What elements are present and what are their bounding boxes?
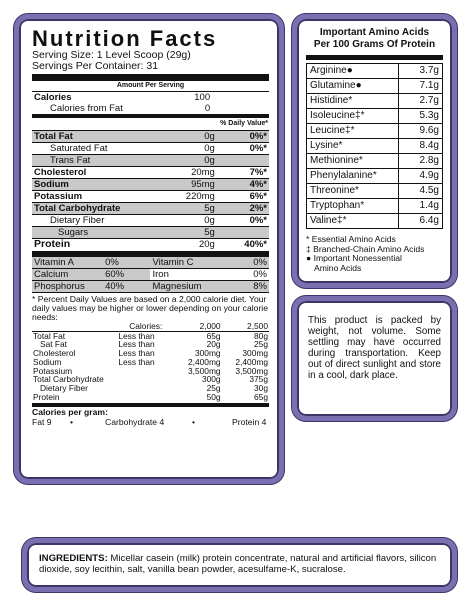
calories-from-fat-label: Calories from Fat xyxy=(50,103,123,114)
amino-row xyxy=(307,139,443,154)
nutrient-amount: 220mg xyxy=(174,191,217,203)
nutrient-amount: 95mg xyxy=(174,179,217,191)
vitamin-value: 0% xyxy=(103,257,150,269)
calories-label: Calories xyxy=(34,92,72,103)
dv-footnote: * Percent Daily Values are based on a 2,000 calorie diet. Your daily values may be higher or lower depending on your calorie needs: xyxy=(32,294,268,322)
nutrient-dv: 2%* xyxy=(217,203,269,215)
nutrient-row xyxy=(32,143,269,155)
divider-thick xyxy=(32,74,269,81)
amino-row xyxy=(307,199,443,214)
dv-ref-cell: Less than xyxy=(118,348,155,359)
amino-name: Arginine● xyxy=(307,64,399,79)
vitamin-row xyxy=(32,269,269,281)
amino-title-line1: Important Amino Acids xyxy=(319,27,430,38)
nutrient-row xyxy=(32,215,269,227)
ingredients-text-block xyxy=(39,553,440,575)
dv-ref-cell: 30g xyxy=(254,382,268,393)
amino-row xyxy=(307,94,443,109)
vitamin-value: 0% xyxy=(226,257,269,269)
nutrient-row xyxy=(32,131,269,143)
dv-ref-cell: 2,500 xyxy=(247,321,268,331)
amino-value: 4.5g xyxy=(399,184,443,199)
legend-nonessential: ● Important Nonessential xyxy=(306,253,402,263)
amino-row xyxy=(307,64,443,79)
dv-ref-cell: 300mg xyxy=(242,348,268,359)
vitamin-label: Calcium xyxy=(32,269,103,281)
dv-ref-cell: Less than xyxy=(118,356,155,367)
dv-ref-cell: Sodium xyxy=(33,356,62,367)
dv-ref-cell: 25g xyxy=(206,382,221,393)
dv-reference-table xyxy=(32,322,269,401)
nutrient-row xyxy=(32,191,269,203)
dv-ref-cell: Calories: xyxy=(129,321,163,331)
cal-per-gram-carbohydrate: Carbohydrate 4 xyxy=(105,417,165,428)
nutrient-dv xyxy=(217,227,269,239)
amino-value: 3.7g xyxy=(399,64,443,79)
vitamin-table xyxy=(32,257,269,293)
dv-ref-cell: Less than xyxy=(118,339,155,350)
nutrient-amount: 0g xyxy=(174,215,217,227)
dv-reference-row xyxy=(32,393,269,402)
legend-nonessential-cont: Amino Acids xyxy=(314,262,362,273)
dv-header-table xyxy=(32,118,269,130)
amino-name: Tryptophan* xyxy=(307,199,399,214)
dv-ref-cell: 3,500mg xyxy=(187,365,221,376)
dv-ref-cell: 80g xyxy=(254,330,268,341)
dv-ref-cell: 65g xyxy=(206,330,221,341)
dv-ref-cell xyxy=(117,367,174,376)
nutrient-label: Potassium xyxy=(32,191,174,203)
cal-per-gram-fat: Fat 9 xyxy=(32,417,52,428)
serving-size: Serving Size: 1 Level Scoop (29g) xyxy=(32,49,191,61)
amino-name: Lysine* xyxy=(307,139,399,154)
nutrient-row xyxy=(32,179,269,191)
amino-name: Leucine‡* xyxy=(307,124,399,139)
nutrient-dv xyxy=(217,155,269,167)
nutrient-dv: 6%* xyxy=(217,191,269,203)
bullet-separator: • xyxy=(192,417,196,428)
amino-acids-panel xyxy=(292,14,457,288)
dv-ref-cell xyxy=(117,393,174,402)
amino-value: 2.7g xyxy=(399,94,443,109)
amino-table xyxy=(306,63,443,229)
vitamin-label: Magnesium xyxy=(150,281,226,293)
amino-value: 1.4g xyxy=(399,199,443,214)
calories-from-fat-value: 0 xyxy=(204,103,211,114)
amino-title-line2: Per 100 Grams Of Protein xyxy=(313,39,436,50)
vitamin-label: Vitamin A xyxy=(32,257,103,269)
calories-per-gram-row xyxy=(32,417,269,427)
nutrient-amount: 20g xyxy=(198,239,215,250)
amino-row xyxy=(307,169,443,184)
dv-ref-cell: 2,400mg xyxy=(235,356,268,367)
vitamin-value: 60% xyxy=(103,269,150,281)
dv-ref-cell: 50g xyxy=(206,391,221,402)
amino-value: 2.8g xyxy=(399,154,443,169)
nutrition-facts-title: Nutrition Facts xyxy=(32,26,218,51)
nutrient-row xyxy=(32,167,269,179)
nutrient-row xyxy=(32,203,269,215)
amino-value: 5.3g xyxy=(399,109,443,124)
amino-row xyxy=(307,79,443,94)
nutrient-dv: 7%* xyxy=(217,167,269,179)
dv-ref-cell: 20g xyxy=(206,339,221,350)
amount-per-serving: Amount Per Serving xyxy=(116,82,185,89)
dv-ref-cell: Cholesterol xyxy=(33,348,76,359)
storage-note-text: This product is packed by weight, not volume. Some settling may have occurred during transportation. Keep out of direct sunlight and store in a cool, dark place. xyxy=(308,315,441,381)
vitamin-label: Vitamin C xyxy=(150,257,226,269)
dv-ref-cell: Potassium xyxy=(33,365,73,376)
amino-name: Phenylalanine* xyxy=(307,169,399,184)
dv-ref-cell xyxy=(32,322,117,331)
amino-name: Valine‡* xyxy=(307,214,399,229)
dv-ref-cell: Total Carbohydrate xyxy=(33,374,104,385)
cal-per-gram-protein: Protein 4 xyxy=(232,417,267,428)
dv-reference-row xyxy=(32,384,269,393)
vitamin-label: Iron xyxy=(150,269,226,281)
amino-legend xyxy=(306,235,443,273)
nutrient-label: Sodium xyxy=(32,179,174,191)
nutrient-amount: 0g xyxy=(174,131,217,143)
nutrient-row xyxy=(32,239,269,251)
nutrient-label: Sugars xyxy=(32,227,174,239)
dv-ref-cell: Total Fat xyxy=(33,330,66,341)
daily-value-header: % Daily Value* xyxy=(220,120,268,127)
ingredients-list: Micellar casein (milk) protein concentrate, natural and artificial flavors, silicon dioxide, soy lecithin, salt, vanilla bean powder, acesulfame-K, sucralose. xyxy=(39,553,437,575)
dv-ref-cell xyxy=(117,375,174,384)
dv-ref-cell: 2,400mg xyxy=(187,356,221,367)
dv-ref-cell: Sat Fat xyxy=(40,339,67,350)
vitamin-value: 8% xyxy=(226,281,269,293)
servings-per-container: Servings Per Container: 31 xyxy=(32,60,159,72)
divider-thick xyxy=(306,55,443,60)
dv-ref-cell: Dietary Fiber xyxy=(40,382,88,393)
amino-name: Histidine* xyxy=(307,94,399,109)
amino-name: Glutamine● xyxy=(307,79,399,94)
vitamin-value: 0% xyxy=(226,269,269,281)
calories-per-gram-label: Calories per gram: xyxy=(32,407,108,418)
dv-ref-cell: 300g xyxy=(201,374,221,385)
amino-name: Isoleucine‡* xyxy=(307,109,399,124)
nutrient-table xyxy=(32,131,269,250)
nutrient-dv: 0%* xyxy=(217,215,269,227)
amino-row xyxy=(307,184,443,199)
vitamin-row xyxy=(32,281,269,293)
amino-value: 6.4g xyxy=(399,214,443,229)
nutrient-row xyxy=(32,155,269,167)
nutrient-dv: 4%* xyxy=(217,179,269,191)
dv-ref-cell: 375g xyxy=(249,374,268,385)
nutrient-label: Cholesterol xyxy=(32,167,174,179)
dv-ref-cell: 65g xyxy=(254,391,268,402)
nutrient-dv: 0%* xyxy=(217,143,269,155)
nutrient-label: Total Fat xyxy=(32,131,174,143)
ingredients-panel xyxy=(22,538,457,592)
vitamin-value: 40% xyxy=(103,281,150,293)
nutrient-dv: 40%* xyxy=(244,239,267,250)
amino-value: 8.4g xyxy=(399,139,443,154)
amino-name: Methionine* xyxy=(307,154,399,169)
dv-ref-cell: 2,000 xyxy=(199,321,221,331)
nutrient-label: Total Carbohydrate xyxy=(32,203,174,215)
bullet-separator: • xyxy=(70,417,74,428)
vitamin-label: Phosphorus xyxy=(32,281,103,293)
nutrient-label: Protein xyxy=(34,238,71,250)
nutrition-facts-panel xyxy=(14,14,284,484)
amino-row xyxy=(307,109,443,124)
ingredients-label: INGREDIENTS: xyxy=(39,553,108,564)
dv-ref-cell: 300mg xyxy=(194,348,221,359)
dv-ref-cell: Protein xyxy=(33,391,60,402)
nutrient-dv: 0%* xyxy=(217,131,269,143)
nutrient-label: Trans Fat xyxy=(32,155,174,167)
calories-table xyxy=(32,92,269,114)
nutrient-amount: 5g xyxy=(174,227,217,239)
legend-branched-chain: ‡ Branched-Chain Amino Acids xyxy=(306,243,425,254)
storage-note-panel xyxy=(292,296,457,421)
amino-row xyxy=(307,154,443,169)
nutrient-amount: 5g xyxy=(174,203,217,215)
amino-value: 7.1g xyxy=(399,79,443,94)
vitamin-row xyxy=(32,257,269,269)
amino-name: Threonine* xyxy=(307,184,399,199)
amino-row xyxy=(307,124,443,139)
amino-value: 9.6g xyxy=(399,124,443,139)
nutrient-label: Saturated Fat xyxy=(32,143,174,155)
calories-value: 100 xyxy=(194,92,211,103)
legend-essential: * Essential Amino Acids xyxy=(306,234,396,244)
nutrient-amount: 20mg xyxy=(174,167,217,179)
amino-row xyxy=(307,214,443,229)
dv-ref-cell xyxy=(117,384,174,393)
amino-value: 4.9g xyxy=(399,169,443,184)
nutrient-row xyxy=(32,227,269,239)
dv-reference-header xyxy=(32,322,269,331)
dv-ref-cell: 3,500mg xyxy=(235,365,268,376)
dv-ref-cell: 25g xyxy=(254,339,268,350)
dv-ref-cell: Less than xyxy=(118,330,155,341)
nutrient-amount: 0g xyxy=(174,143,217,155)
nutrient-amount: 0g xyxy=(174,155,217,167)
nutrient-label: Dietary Fiber xyxy=(32,215,174,227)
